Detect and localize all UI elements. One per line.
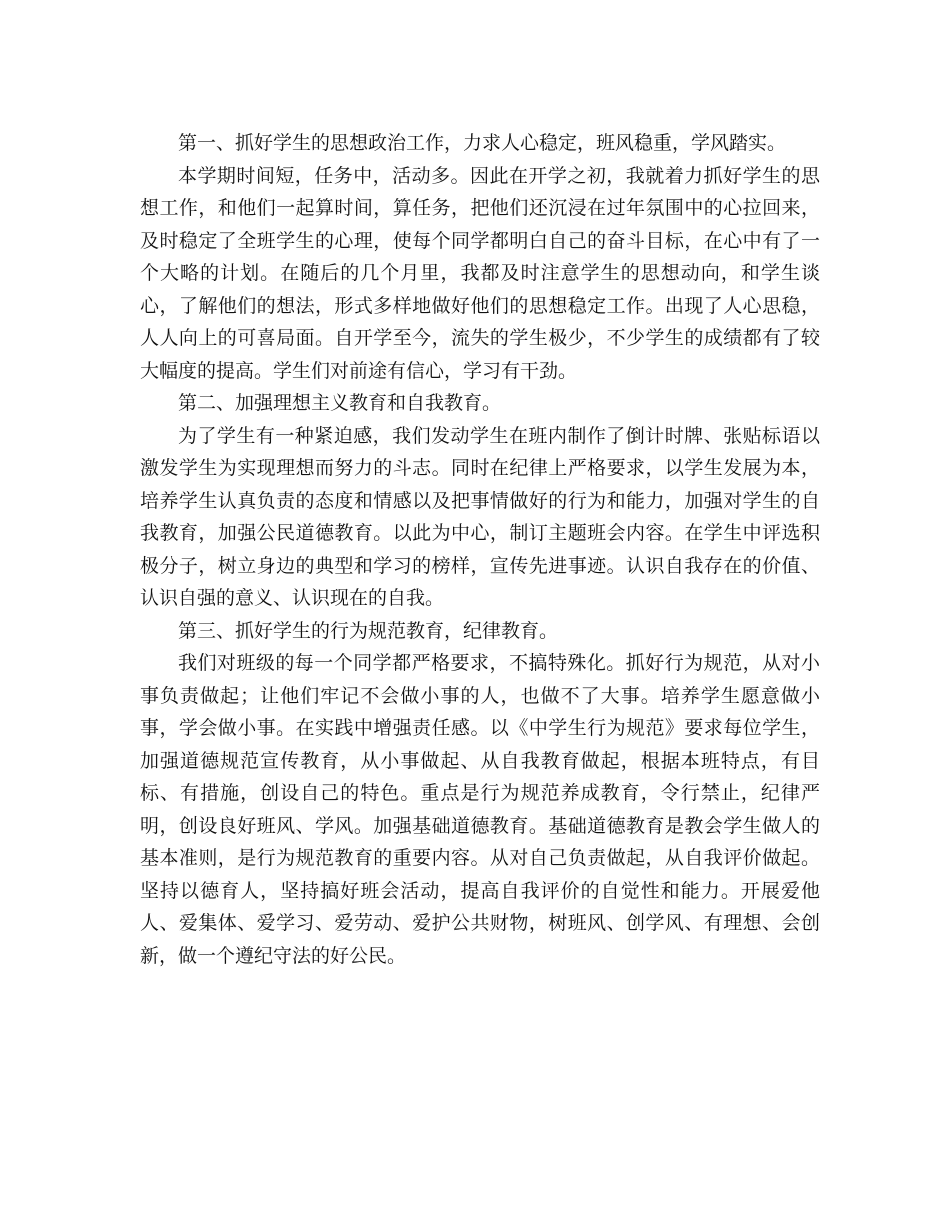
body-paragraph-1: 本学期时间短，任务中，活动多。因此在开学之初，我就着力抓好学生的思想工作，和他们一起算时间，算任务，把他们还沉浸在过年氛围中的心拉回来，及时稳定了全班学生的心理，使每个同学都明白自己的奋斗目标，在心中有了一个大略的计划。在随后的几个月里，我都及时注意学生的思想动向，和学生谈心，了解他们的想法，形式多样地做好他们的思想稳定工作。出现了人心思稳，人人向上的可喜局面。自开学至今，流失的学生极少，不少学生的成绩都有了较大幅度的提高。学生们对前途有信心，学习有干劲。 xyxy=(140,164,820,382)
document-body xyxy=(140,127,820,972)
section-heading-1: 第一、抓好学生的思想政治工作，力求人心稳定，班风稳重，学风踏实。 xyxy=(178,132,787,154)
section-heading-2: 第二、加强理想主义教育和自我教育。 xyxy=(178,392,502,414)
section-heading-3: 第三、抓好学生的行为规范教育，纪律教育。 xyxy=(178,619,559,642)
body-paragraph-2: 为了学生有一种紧迫感，我们发动学生在班内制作了倒计时牌、张贴标语以激发学生为实现理想而努力的斗志。同时在纪律上严格要求，以学生发展为本，培养学生认真负责的态度和情感以及把事情做好的行为和能力，加强对学生的自我教育，加强公民道德教育。以此为中心，制订主题班会内容。在学生中评选积极分子，树立身边的典型和学习的榜样，宣传先进事迹。认识自我存在的价值、认识自强的意义、认识现在的自我。 xyxy=(140,424,820,609)
body-paragraph-3: 我们对班级的每一个同学都严格要求，不搞特殊化。抓好行为规范，从对小事负责做起；让他们牢记不会做小事的人，也做不了大事。培养学生愿意做小事，学会做小事。在实践中增强责任感。以《中学生行为规范》要求每位学生，加强道德规范宣传教育，从小事做起、从自我教育做起，根据本班特点，有目标、有措施，创设自己的特色。重点是行为规范养成教育，令行禁止，纪律严明，创设良好班风、学风。加强基础道德教育。基础道德教育是教会学生做人的基本准则，是行为规范教育的重要内容。从对自己负责做起，从自我评价做起。坚持以德育人，坚持搞好班会活动，提高自我评价的自觉性和能力。开展爱他人、爱集体、爱学习、爱劳动、爱护公共财物，树班风、创学风、有理想、会创新，做一个遵纪守法的好公民。 xyxy=(140,652,820,967)
